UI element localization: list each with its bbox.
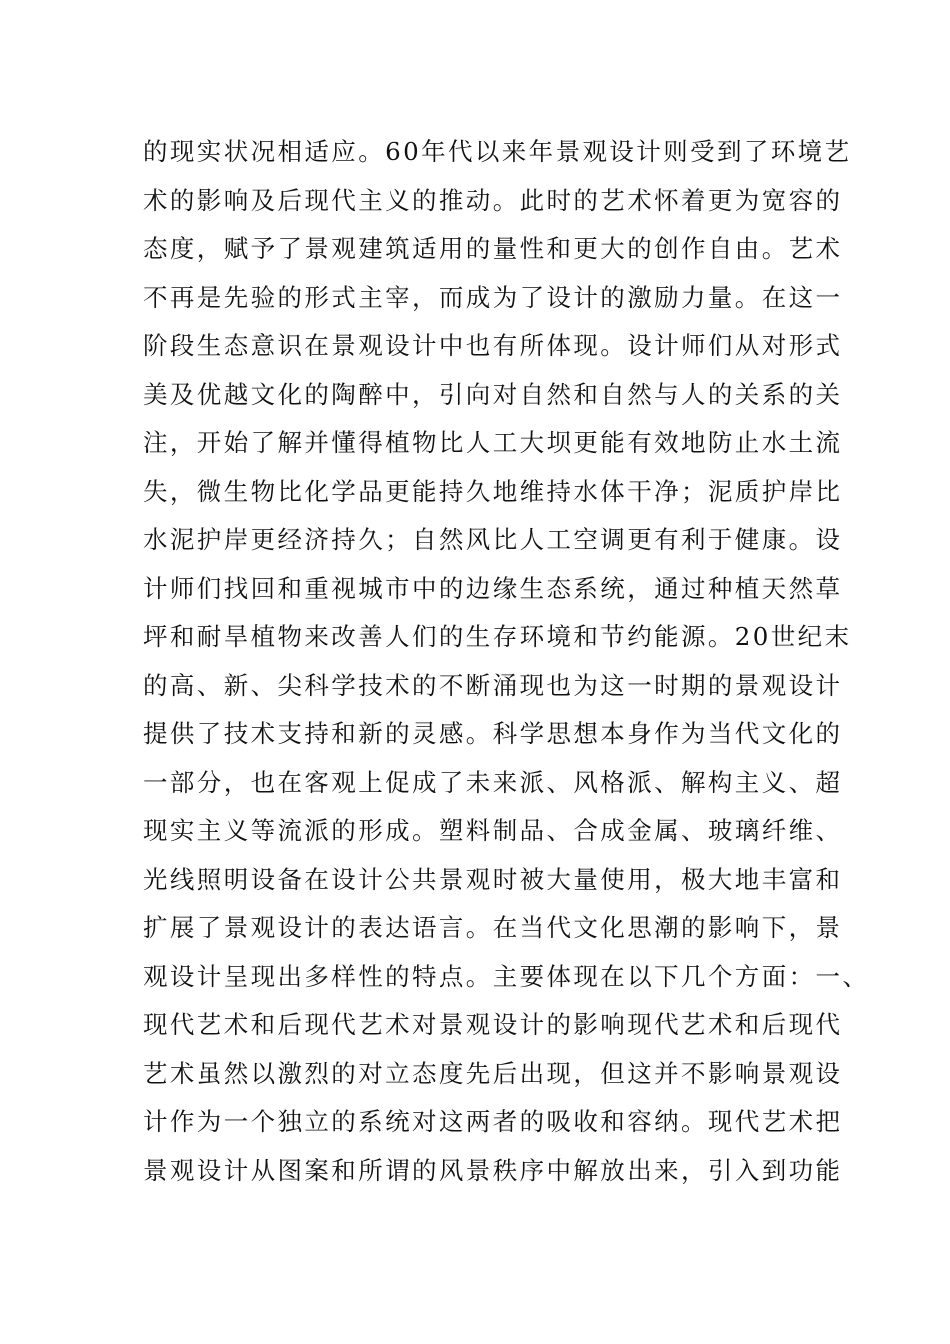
text-line: 提供了技术支持和新的灵感。科学思想本身作为当代文化的 (143, 719, 843, 748)
text-line: 水泥护岸更经济持久；自然风比人工空调更有利于健康。设 (143, 525, 843, 554)
text-line: 的高、新、尖科学技术的不断涌现也为这一时期的景观设计 (143, 670, 843, 700)
text-line: 艺术虽然以激烈的对立态度先后出现，但这并不影响景观设 (143, 1058, 843, 1088)
text-line: 观设计呈现出多样性的特点。主要体现在以下几个方面：一、 (143, 961, 870, 991)
text-line: 景观设计从图案和所谓的风景秩序中解放出来，引入到功能 (143, 1155, 843, 1185)
text-line: 扩展了景观设计的表达语言。在当代文化思潮的影响下，景 (143, 913, 843, 942)
body-text (143, 128, 870, 1195)
text-line: 现代艺术和后现代艺术对景观设计的影响现代艺术和后现代 (143, 1010, 843, 1039)
text-line: 美及优越文化的陶醉中，引向对自然和自然与人的关系的关 (143, 379, 843, 409)
text-line: 坪和耐旱植物来改善人们的生存环境和节约能源。20世纪末 (143, 622, 852, 651)
text-line: 一部分，也在客观上促成了未来派、风格派、解构主义、超 (143, 767, 843, 797)
text-line: 现实主义等流派的形成。塑料制品、合成金属、玻璃纤维、 (143, 816, 843, 845)
text-line: 不再是先验的形式主宰，而成为了设计的激励力量。在这一 (143, 282, 843, 312)
text-line: 失，微生物比化学品更能持久地维持水体干净；泥质护岸比 (143, 476, 843, 506)
text-line: 光线照明设备在设计公共景观时被大量使用，极大地丰富和 (143, 864, 843, 894)
text-line: 态度，赋予了景观建筑适用的量性和更大的创作自由。艺术 (143, 234, 843, 263)
text-line: 阶段生态意识在景观设计中也有所体现。设计师们从对形式 (143, 331, 843, 360)
text-line: 注，开始了解并懂得植物比人工大坝更能有效地防止水土流 (143, 428, 843, 457)
text-line: 计师们找回和重视城市中的边缘生态系统，通过种植天然草 (143, 573, 843, 603)
text-line: 术的影响及后现代主义的推动。此时的艺术怀着更为宽容的 (143, 185, 843, 215)
text-line: 的现实状况相适应。60年代以来年景观设计则受到了环境艺 (143, 137, 852, 166)
text-line: 计作为一个独立的系统对这两者的吸收和容纳。现代艺术把 (143, 1107, 843, 1136)
